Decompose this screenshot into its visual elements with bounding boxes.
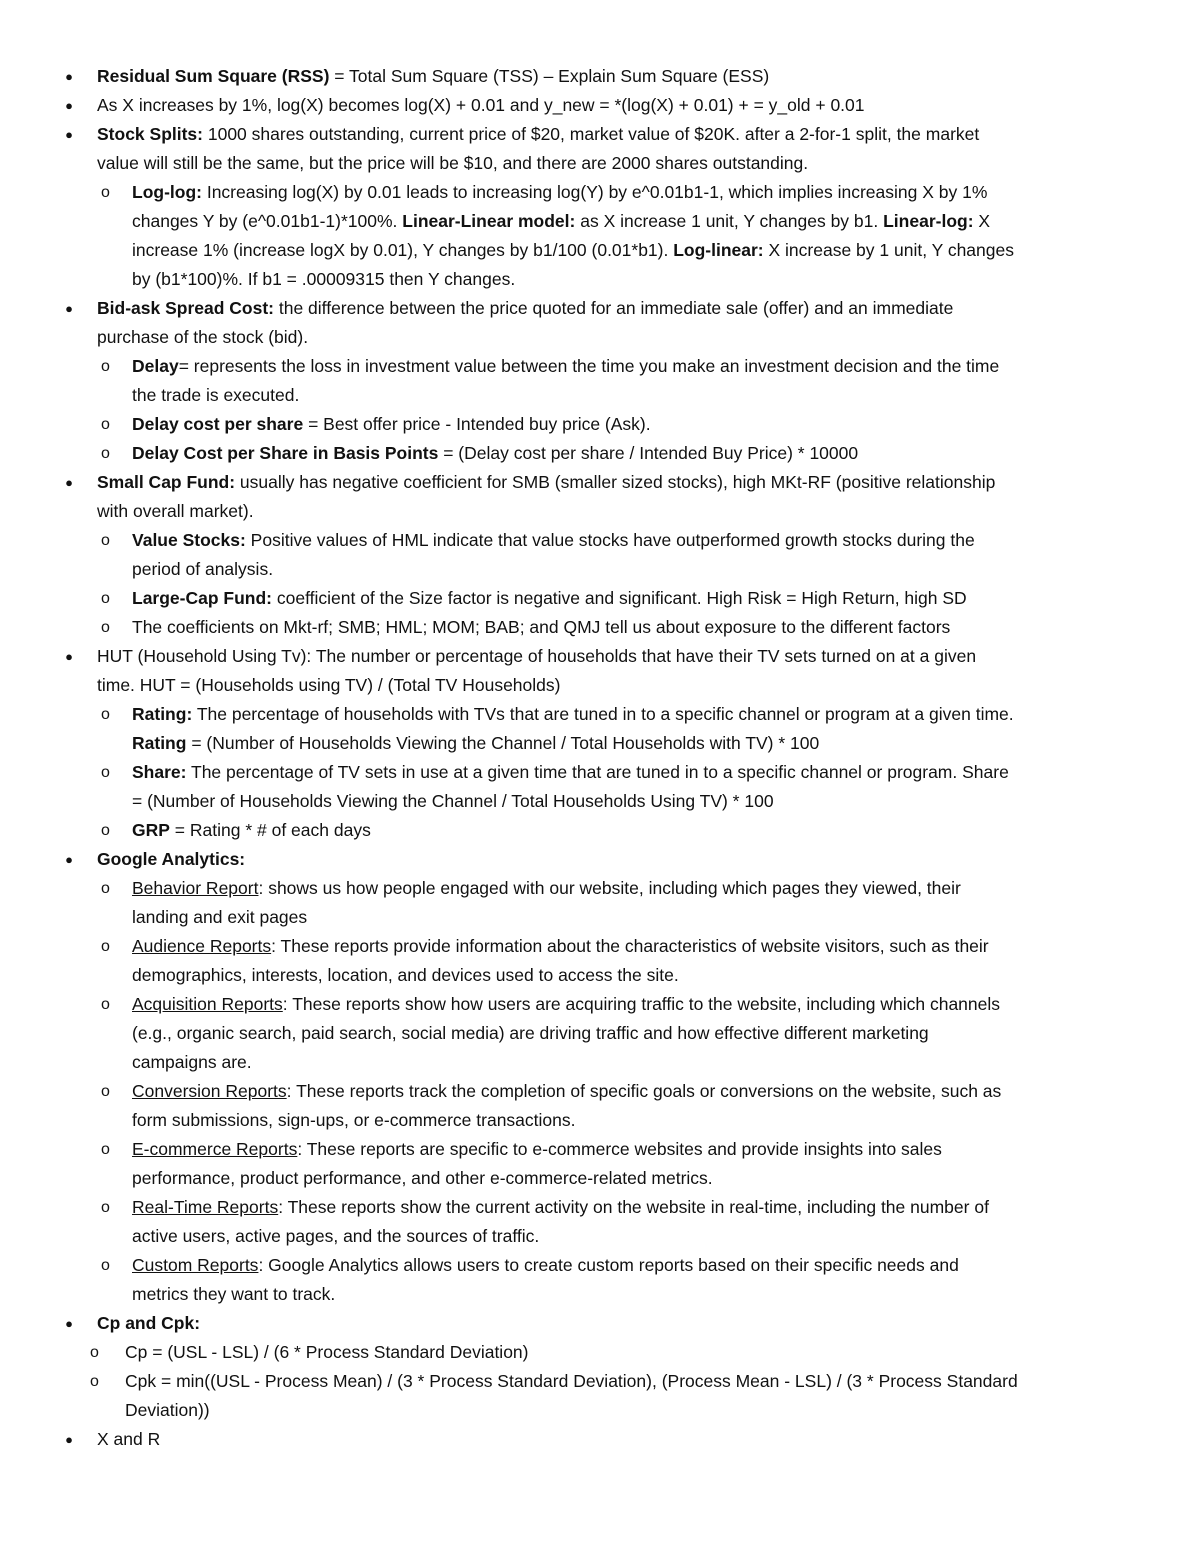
term: Share: xyxy=(132,762,187,782)
definition: As X increases by 1%, log(X) becomes log(X) + 0.01 and y_new = *(log(X) + 0.01) + = y_old + 0.01 xyxy=(97,95,865,115)
definition: campaigns are. xyxy=(132,1052,252,1072)
sub-item-log-log xyxy=(62,178,1142,207)
continuation-line xyxy=(62,1396,1142,1425)
definition: usually has negative coefficient for SMB (smaller sized stocks), high MKt-RF (positive relationship xyxy=(235,472,996,492)
definition: : These reports provide information about the characteristics of website visitors, such as their xyxy=(271,936,989,956)
definition: = (Number of Households Viewing the Channel / Total Households Using TV) * 100 xyxy=(132,791,774,811)
bullet-icon: ● xyxy=(65,98,73,113)
continuation-line xyxy=(62,497,1142,526)
term: Cp and Cpk: xyxy=(97,1313,201,1333)
definition: = represents the loss in investment value between the time you make an investment decision and the time xyxy=(178,356,1000,376)
bullet-icon: ● xyxy=(65,69,73,84)
continuation-line xyxy=(62,1048,1142,1077)
term: Delay Cost per Share in Basis Points xyxy=(132,443,439,463)
definition: : These reports show the current activity on the website in real-time, including the number of xyxy=(278,1197,989,1217)
sub-bullet-icon: o xyxy=(101,1141,110,1158)
definition: purchase of the stock (bid). xyxy=(97,327,309,347)
definition: the trade is executed. xyxy=(132,385,300,405)
sub-bullet-icon: o xyxy=(101,1199,110,1216)
term: Bid-ask Spread Cost: xyxy=(97,298,274,318)
term: Stock Splits: xyxy=(97,124,203,144)
bullet-icon: ● xyxy=(65,1432,73,1447)
definition: the difference between the price quoted for an immediate sale (offer) and an immediate xyxy=(273,298,954,318)
continuation-line xyxy=(62,149,1142,178)
sub-bullet-icon: o xyxy=(101,416,110,433)
continuation-line xyxy=(62,729,1142,758)
term: Delay xyxy=(132,356,179,376)
sub-item-custom-reports xyxy=(62,1251,1142,1280)
definition: : shows us how people engaged with our website, including which pages they viewed, their xyxy=(258,878,961,898)
bullet-icon: ● xyxy=(65,475,73,490)
list-item-small-cap xyxy=(62,468,1142,497)
sub-item-cpk xyxy=(62,1367,1142,1396)
definition: : These reports show how users are acquiring traffic to the website, including which channels xyxy=(282,994,1001,1014)
sub-bullet-icon: o xyxy=(101,996,110,1013)
sub-item-grp xyxy=(62,816,1142,845)
definition: : Google Analytics allows users to create custom reports based on their specific needs and xyxy=(258,1255,959,1275)
definition: demographics, interests, location, and devices used to access the site. xyxy=(132,965,679,985)
definition: = Best offer price - Intended buy price (Ask). xyxy=(303,414,651,434)
continuation-line xyxy=(62,903,1142,932)
definition: value will still be the same, but the price will be $10, and there are 2000 shares outstanding. xyxy=(97,153,809,173)
continuation-line xyxy=(62,1164,1142,1193)
term: Linear-log: xyxy=(883,211,974,231)
continuation-line xyxy=(62,555,1142,584)
bullet-icon: ● xyxy=(65,127,73,142)
sub-item-realtime-reports xyxy=(62,1193,1142,1222)
continuation-line xyxy=(62,1222,1142,1251)
definition: Cp = (USL - LSL) / (6 * Process Standard Deviation) xyxy=(125,1342,529,1362)
term: Large-Cap Fund: xyxy=(132,588,272,608)
sub-item-delay-cost xyxy=(62,410,1142,439)
sub-item-acquisition-reports xyxy=(62,990,1142,1019)
sub-item-delay-bp xyxy=(62,439,1142,468)
term: Delay cost per share xyxy=(132,414,304,434)
sub-item-delay xyxy=(62,352,1142,381)
definition: coefficient of the Size factor is negative and significant. High Risk = High Return, high SD xyxy=(272,588,967,608)
sub-item-cp xyxy=(62,1338,1142,1367)
sub-bullet-icon: o xyxy=(101,590,110,607)
definition: X increase by 1 unit, Y changes xyxy=(763,240,1014,260)
definition: performance, product performance, and other e-commerce-related metrics. xyxy=(132,1168,713,1188)
list-item-x-and-r xyxy=(62,1425,1142,1454)
sub-bullet-icon: o xyxy=(101,358,110,375)
continuation-line xyxy=(62,207,1142,236)
term: GRP xyxy=(132,820,170,840)
definition: active users, active pages, and the sources of traffic. xyxy=(132,1226,540,1246)
continuation-line xyxy=(62,787,1142,816)
list-item-stock-splits xyxy=(62,120,1142,149)
definition: increase 1% (increase logX by 0.01), Y changes by b1/100 (0.01*b1). xyxy=(132,240,674,260)
bullet-icon: ● xyxy=(65,852,73,867)
definition: Deviation)) xyxy=(125,1400,210,1420)
definition: = Rating * # of each days xyxy=(169,820,371,840)
continuation-line xyxy=(62,381,1142,410)
term: Google Analytics: xyxy=(97,849,246,869)
sub-item-audience-reports xyxy=(62,932,1142,961)
definition: period of analysis. xyxy=(132,559,274,579)
term: Acquisition Reports xyxy=(132,994,283,1014)
term: Custom Reports xyxy=(132,1255,259,1275)
list-item-google-analytics xyxy=(62,845,1142,874)
term: Rating xyxy=(132,733,187,753)
term: Real-Time Reports xyxy=(132,1197,279,1217)
continuation-line xyxy=(62,323,1142,352)
sub-bullet-icon: o xyxy=(101,706,110,723)
sub-item-conversion-reports xyxy=(62,1077,1142,1106)
continuation-line xyxy=(62,265,1142,294)
sub-item-large-cap xyxy=(62,584,1142,613)
definition: Cpk = min((USL - Process Mean) / (3 * Process Standard Deviation), (Process Mean - LSL) / (3 * Process Standard xyxy=(125,1371,1018,1391)
sub-bullet-icon: o xyxy=(101,619,110,636)
definition: : These reports track the completion of specific goals or conversions on the website, such as xyxy=(286,1081,1002,1101)
definition: changes Y by (e^0.01b1-1)*100%. xyxy=(132,211,403,231)
bullet-icon: ● xyxy=(65,301,73,316)
term: Log-log: xyxy=(132,182,202,202)
definition: = (Delay cost per share / Intended Buy Price) * 10000 xyxy=(438,443,859,463)
definition: The percentage of households with TVs that are tuned in to a specific channel or program at a given time. xyxy=(192,704,1014,724)
list-item-bid-ask xyxy=(62,294,1142,323)
continuation-line xyxy=(62,1106,1142,1135)
continuation-line xyxy=(62,671,1142,700)
definition: 1000 shares outstanding, current price of $20, market value of $20K. after a 2-for-1 split, the market xyxy=(203,124,980,144)
sub-item-coefficients xyxy=(62,613,1142,642)
term: Rating: xyxy=(132,704,193,724)
continuation-line xyxy=(62,1019,1142,1048)
term: Residual Sum Square (RSS) xyxy=(97,66,330,86)
list-item-logx xyxy=(62,91,1142,120)
continuation-line xyxy=(62,1280,1142,1309)
sub-bullet-icon: o xyxy=(101,822,110,839)
definition: HUT (Household Using Tv): The number or percentage of households that have their TV sets turned on at a given xyxy=(97,646,977,666)
definition: = (Number of Households Viewing the Channel / Total Households with TV) * 100 xyxy=(186,733,820,753)
sub-bullet-icon: o xyxy=(101,880,110,897)
sub-bullet-icon: o xyxy=(101,1257,110,1274)
definition: time. HUT = (Households using TV) / (Total TV Households) xyxy=(97,675,561,695)
document-body xyxy=(62,62,1142,1454)
sub-item-rating xyxy=(62,700,1142,729)
definition: form submissions, sign-ups, or e-commerce transactions. xyxy=(132,1110,576,1130)
definition: : These reports are specific to e-commerce websites and provide insights into sales xyxy=(297,1139,942,1159)
definition: Increasing log(X) by 0.01 leads to increasing log(Y) by e^0.01b1-1, which implies increasing X by 1% xyxy=(201,182,988,202)
list-item-rss xyxy=(62,62,1142,91)
sub-bullet-icon: o xyxy=(90,1373,99,1390)
sub-item-behavior-report xyxy=(62,874,1142,903)
term: Behavior Report xyxy=(132,878,259,898)
definition: with overall market). xyxy=(97,501,254,521)
term: Linear-Linear model: xyxy=(402,211,576,231)
sub-bullet-icon: o xyxy=(101,445,110,462)
definition: (e.g., organic search, paid search, social media) are driving traffic and how effective different marketing xyxy=(132,1023,929,1043)
sub-bullet-icon: o xyxy=(101,764,110,781)
term: Log-linear: xyxy=(673,240,764,260)
sub-bullet-icon: o xyxy=(101,184,110,201)
definition: The coefficients on Mkt-rf; SMB; HML; MOM; BAB; and QMJ tell us about exposure to the different factors xyxy=(132,617,951,637)
sub-bullet-icon: o xyxy=(101,938,110,955)
bullet-icon: ● xyxy=(65,649,73,664)
definition: by (b1*100)%. If b1 = .00009315 then Y changes. xyxy=(132,269,516,289)
definition: as X increase 1 unit, Y changes by b1. xyxy=(575,211,884,231)
term: E-commerce Reports xyxy=(132,1139,298,1159)
bullet-icon: ● xyxy=(65,1316,73,1331)
sub-item-value-stocks xyxy=(62,526,1142,555)
sub-bullet-icon: o xyxy=(101,1083,110,1100)
sub-bullet-icon: o xyxy=(90,1344,99,1361)
definition: = Total Sum Square (TSS) – Explain Sum Square (ESS) xyxy=(329,66,770,86)
term: Small Cap Fund: xyxy=(97,472,236,492)
definition: X xyxy=(973,211,991,231)
sub-item-ecommerce-reports xyxy=(62,1135,1142,1164)
continuation-line xyxy=(62,236,1142,265)
definition: The percentage of TV sets in use at a given time that are tuned in to a specific channel or program. Share xyxy=(186,762,1009,782)
list-item-cp-cpk xyxy=(62,1309,1142,1338)
continuation-line xyxy=(62,961,1142,990)
definition: X and R xyxy=(97,1429,161,1449)
term: Value Stocks: xyxy=(132,530,246,550)
sub-item-share xyxy=(62,758,1142,787)
definition: metrics they want to track. xyxy=(132,1284,336,1304)
term: Conversion Reports xyxy=(132,1081,287,1101)
definition: Positive values of HML indicate that value stocks have outperformed growth stocks during the xyxy=(245,530,975,550)
list-item-hut xyxy=(62,642,1142,671)
definition: landing and exit pages xyxy=(132,907,308,927)
term: Audience Reports xyxy=(132,936,272,956)
sub-bullet-icon: o xyxy=(101,532,110,549)
